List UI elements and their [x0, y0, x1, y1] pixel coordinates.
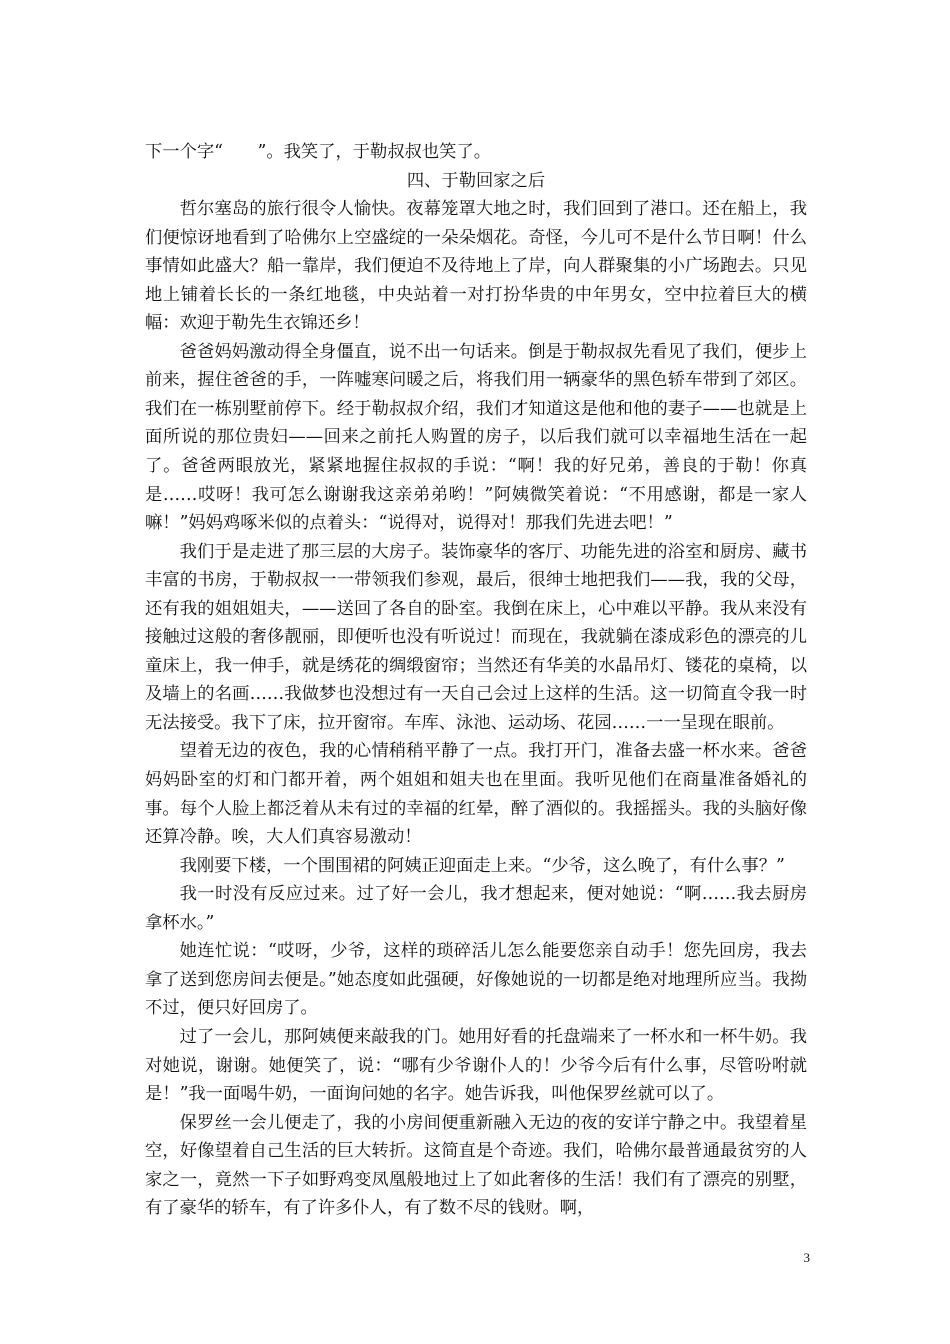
- section-heading: 四、于勒回家之后: [406, 170, 546, 191]
- paragraph: 我刚要下楼，一个围围裙的阿姨正迎面走上来。“少爷，这么晚了，有什么事？”: [179, 855, 785, 876]
- paragraph: 她连忙说：“哎呀，少爷，这样的琐碎活儿怎么能要您亲自动手！您先回房，我去拿了送到您房间去便是。”她态度如此强硬，好像她说的一切都是绝对地理所应当。我拗不过，便只好回房了。: [145, 941, 807, 1019]
- paragraph: 保罗丝一会儿便走了，我的小房间便重新融入无边的夜的安详宁静之中。我望着星空，好像望着自己生活的巨大转折。这简直是个奇迹。我们，哈佛尔最普通最贫穷的人家之一，竟然一下子如野鸡变凤凰般地过上了如此奢侈的生活！我们有了漂亮的别墅，有了豪华的轿车，有了许多仆人，有了数不尽的钱财。啊，: [145, 1112, 807, 1219]
- page-number: 3: [803, 1250, 810, 1265]
- paragraph-continuation: 下一个字“ ”。我笑了，于勒叔叔也笑了。: [145, 142, 492, 162]
- paragraph: 哲尔塞岛的旅行很令人愉快。夜幕笼罩大地之时，我们回到了港口。还在船上，我们便惊讶地看到了哈佛尔上空盛绽的一朵朵烟花。奇怪，今儿可不是什么节日啊！什么事情如此盛大？船一靠岸，我们便迫不及待地上了岸，向人群聚集的小广场跑去。只见地上铺着长长的一条红地毯，中央站着一对打扮华贵的中年男女，空中拉着巨大的横幅：欢迎于勒先生衣锦还乡！: [145, 199, 807, 334]
- paragraph: 我们于是走进了那三层的大房子。装饰豪华的客厅、功能先进的浴室和厨房、藏书丰富的书房，于勒叔叔一一带领我们参观，最后，很绅士地把我们——我，我的父母，还有我的姐姐姐夫，——送回了各自的卧室。我倒在床上，心中难以平静。我从来没有接触过这般的奢侈靓丽，即便听也没有听说过！而现在，我就躺在漆成彩色的漂亮的儿童床上，我一伸手，就是绣花的绸缎窗帘；当然还有华美的水晶吊灯、镂花的桌椅，以及墙上的名画……我做梦也没想过有一天自己会过上这样的生活。这一切简直令我一时无法接受。我下了床，拉开窗帘。车库、泳池、运动场、花园……一一呈现在眼前。: [145, 541, 807, 733]
- paragraph: 过了一会儿，那阿姨便来敲我的门。她用好看的托盘端来了一杯水和一杯牛奶。我对她说，谢谢。她便笑了，说：“哪有少爷谢仆人的！少爷今后有什么事，尽管吩咐就是！”我一面喝牛奶，一面询问她的名字。她告诉我，叫他保罗丝就可以了。: [145, 1026, 807, 1105]
- body-text: [145, 138, 807, 1223]
- paragraph: 我一时没有反应过来。过了好一会儿，我才想起来，便对她说：“啊……我去厨房拿杯水。”: [145, 884, 807, 933]
- paragraph: 爸爸妈妈激动得全身僵直，说不出一句话来。倒是于勒叔叔先看见了我们，便步上前来，握住爸爸的手，一阵嘘寒问暖之后，将我们用一辆豪华的黑色轿车带到了郊区。我们在一栋别墅前停下。经于勒叔叔介绍，我们才知道这是他和他的妻子——也就是上面所说的那位贵妇——回来之前托人购置的房子，以后我们就可以幸福地生活在一起了。爸爸两眼放光，紧紧地握住叔叔的手说：“啊！我的好兄弟，善良的于勒！你真是……哎呀！我可怎么谢谢我这亲弟弟哟！”阿姨微笑着说：“不用感谢，都是一家人嘛！”妈妈鸡啄米似的点着头：“说得对，说得对！那我们先进去吧！”: [145, 341, 807, 534]
- paragraph: 望着无边的夜色，我的心情稍稍平静了一点。我打开门，准备去盛一杯水来。爸爸妈妈卧室的灯和门都开着，两个姐姐和姐夫也在里面。我听见他们在商量准备婚礼的事。每个人脸上都泛着从未有过的幸福的红晕，醉了酒似的。我摇摇头。我的头脑好像还算冷静。唉，大人们真容易激动！: [145, 741, 807, 848]
